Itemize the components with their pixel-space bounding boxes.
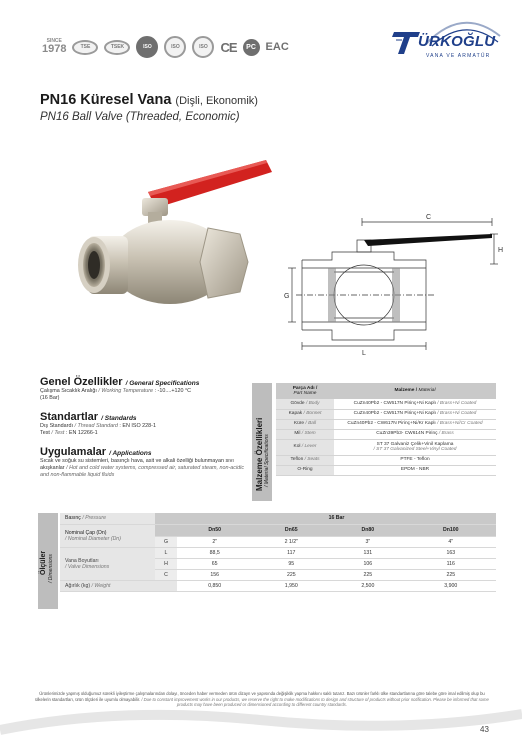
footer-note: [34, 691, 490, 708]
material-cell: [334, 455, 496, 465]
material-name-en: / ST 37 Galvanized Steel+Vinyl Coated: [373, 447, 457, 452]
applications-text: [40, 458, 245, 479]
size-header-row: [60, 524, 496, 536]
general-line1-en: / Working Temperature: [98, 388, 154, 395]
col-material-en: Material: [418, 388, 436, 394]
table-row: [276, 399, 496, 409]
dimensions-side-title: Ölçüler: [40, 550, 47, 575]
general-specs: [40, 376, 245, 402]
applications-heading-en: / Applications: [109, 450, 152, 457]
dimensions-table: [60, 513, 496, 592]
standards-line1-en: / Thread Standard: [74, 423, 118, 430]
dim-value: 88,5: [177, 547, 252, 558]
part-name: Kol: [293, 444, 301, 450]
dim-value: 95: [252, 558, 330, 569]
material-table: [276, 383, 496, 476]
part-name: Mil: [294, 431, 301, 437]
material-specs-panel: [252, 383, 496, 501]
part-name-en: / Body: [305, 401, 320, 407]
table-row: [276, 439, 496, 455]
dim-value: 106: [330, 558, 405, 569]
dim-value: 156: [177, 569, 252, 580]
material-name: PTFE - Teflon: [400, 457, 430, 463]
dimensions-panel: [38, 513, 496, 609]
standards-heading: [40, 411, 245, 423]
general-heading-tr: Genel Özellikler: [40, 376, 123, 388]
applications-heading-tr: Uygulamalar: [40, 446, 107, 458]
dimensions-side-band: [38, 513, 58, 609]
valve-dims-label-tr: Vana Boyutları: [65, 557, 99, 564]
size-header: Dn50: [177, 524, 252, 536]
weight-row: [60, 580, 496, 591]
dim-value: 225: [406, 569, 496, 580]
page-header: [0, 0, 522, 70]
dim-key: L: [155, 547, 177, 558]
table-row: [276, 455, 496, 465]
part-cell: [276, 399, 334, 409]
tse-mark-icon: TSE: [72, 40, 98, 55]
weight-label-en: / Weight: [91, 582, 111, 589]
weight-value: 0,850: [177, 580, 252, 591]
part-cell: [276, 429, 334, 439]
dim-key: H: [155, 558, 177, 569]
dim-key: C: [155, 569, 177, 580]
table-row: [276, 409, 496, 419]
col-material-tr: Malzeme /: [394, 388, 418, 394]
iso-cert-icon: ISO: [136, 36, 158, 58]
size-header: Dn100: [406, 524, 496, 536]
standards-line1-value: : EN ISO 228-1: [119, 423, 156, 430]
part-name: Küre: [293, 421, 305, 427]
product-title: [40, 92, 258, 108]
part-name-en: / Lever: [301, 444, 317, 450]
pc-mark-icon: PC: [243, 39, 260, 56]
table-row: [276, 419, 496, 429]
material-side-title: Malzeme Özellikleri: [255, 417, 264, 491]
dim-value: 131: [330, 547, 405, 558]
page-number: 43: [480, 725, 489, 734]
dim-value: 225: [330, 569, 405, 580]
footer-note-tr: Ürünlerimizde yapmış olduğumuz sürekli iyileştirme çalışmalarından dolayı, önceden haber vermeden ürün dizayn ve yapısında değişiklik yapma hakkını saklı tutarız. Bazı ürünler farklı ülke standartlarına göre: [39, 691, 425, 696]
part-name-en: / Seats: [304, 457, 320, 463]
since-badge: [42, 39, 66, 55]
product-title-main: PN16 Küresel Vana: [40, 92, 172, 108]
standards-line-2: [40, 430, 245, 437]
dim-value: 116: [406, 558, 496, 569]
applications-text-tr: Sıcak ve soğuk su sistemleri, basınçlı hava, asit ve alkali özelliği bulunmayan sıvı akışkanlar: [40, 458, 234, 472]
applications-heading: [40, 446, 245, 458]
label-l: L: [362, 350, 366, 357]
footer-note-en: / Due to constant improvement works in our products, we reserve the right to make modifications to design and structure of products without prior notification. Please be informed that some products may have been produced or dimensioned according to different country standards.: [141, 696, 489, 708]
material-name-en: / Brass+Ni Coated: [437, 401, 477, 407]
ball-valve-photo: [70, 150, 280, 320]
material-cell: [334, 439, 496, 455]
valve-dims-label: [60, 547, 155, 580]
material-name-en: / Brass+Ni/Cr Coated: [437, 421, 483, 427]
part-name-en: / Bonnet: [303, 411, 322, 417]
col-part-name-tr: Parça Adı /: [292, 385, 318, 391]
material-name: CuZn40Pb2 - CW617N Pirinç+Ni/Kr Kaplı: [347, 421, 436, 427]
size-header: Dn80: [330, 524, 405, 536]
material-cell: [334, 399, 496, 409]
general-heading-en: / General Specifications: [125, 380, 200, 387]
brand-name: ÜRKOĞLU: [418, 33, 496, 50]
col-part-name-en: Part Name: [293, 391, 317, 396]
dim-value: 163: [406, 547, 496, 558]
general-line1-value: : -10....+120 °C: [154, 388, 192, 395]
part-name: Teflon: [290, 457, 304, 463]
material-name: CuZn40Pb2 - CW617N Pirinç+Ni Kaplı: [353, 401, 436, 407]
tsek-mark-icon: TSEK: [104, 40, 130, 55]
material-cell: [334, 465, 496, 475]
since-label: SINCE: [46, 38, 62, 44]
dim-value: 225: [252, 569, 330, 580]
eac-mark-icon: EAC: [265, 41, 289, 53]
material-side-title-en: / Material Specifications: [264, 434, 270, 487]
dim-value: 4": [406, 536, 496, 547]
ce-mark-icon: CE: [220, 39, 237, 55]
pressure-row: [60, 513, 496, 524]
label-g: G: [284, 293, 290, 300]
table-row: [276, 465, 496, 475]
part-cell: [276, 409, 334, 419]
iso-cert-icon: ISO: [164, 36, 186, 58]
dim-key: G: [155, 536, 177, 547]
material-side-band: [252, 383, 272, 501]
valve-dims-label-en: / Valve Dimensions: [65, 563, 110, 570]
part-cell: [276, 439, 334, 455]
standards-line2-en: / Test: [51, 430, 65, 437]
nominal-label: [60, 524, 155, 547]
weight-value: 2,500: [330, 580, 405, 591]
applications-section: [40, 446, 245, 479]
general-specs-heading: [40, 376, 245, 388]
size-header: Dn65: [252, 524, 330, 536]
weight-label-tr: Ağırlık (kg): [65, 582, 91, 589]
standards-line1-tr: Dış Standardı: [40, 423, 73, 430]
pressure-value: 16 Bar: [177, 513, 496, 524]
material-cell: [334, 429, 496, 439]
dim-value: 65: [177, 558, 252, 569]
product-title-en: PN16 Ball Valve (Threaded, Economic): [40, 111, 240, 123]
general-line-2: (16 Bar): [40, 395, 60, 402]
material-cell: [334, 409, 496, 419]
weight-label: [60, 580, 177, 591]
standards-section: [40, 411, 245, 437]
pressure-label: [60, 513, 155, 524]
part-cell: [276, 465, 334, 475]
table-row: [60, 547, 496, 558]
material-name: EPDM - NBR: [400, 467, 430, 473]
table-row: [276, 429, 496, 439]
dim-value: 2": [177, 536, 252, 547]
general-line1-tr: Çalışma Sıcaklık Aralığı: [40, 388, 97, 395]
standards-heading-en: / Standards: [101, 415, 137, 422]
standards-line2-tr: Test: [40, 430, 50, 437]
technical-drawing: [272, 212, 502, 357]
part-name: O-Ring: [297, 467, 313, 473]
part-name: Gövde: [290, 401, 305, 407]
brand-tagline: VANA VE ARMATÜR: [426, 53, 491, 59]
iso-cert-icon: ISO: [192, 36, 214, 58]
label-h: H: [498, 247, 504, 254]
product-title-suffix: (Dişli, Ekonomik): [175, 95, 258, 107]
part-cell: [276, 455, 334, 465]
part-name-en: / Ball: [305, 421, 317, 427]
material-name: ST 37 Galvaniz Çelik+Vinil Kaplama: [376, 441, 454, 447]
nominal-label-en: / Nominal Diameter (Dn): [65, 535, 121, 542]
general-line-1: [40, 388, 245, 395]
applications-text-en: / Hot and cold water systems, compressed air, saturated steam, non-acidic and non-flammable liquid fluids: [40, 465, 245, 479]
pressure-label-en: / Pressure: [82, 515, 106, 522]
dimensions-side-title-en: / Dimensions: [48, 554, 54, 583]
material-table-header: [276, 383, 496, 399]
part-name: Kapak: [288, 411, 303, 417]
label-c: C: [426, 214, 432, 221]
material-cell: [334, 419, 496, 429]
dim-value: 117: [252, 547, 330, 558]
material-name-en: / Brass+Ni Coated: [437, 411, 477, 417]
part-cell: [276, 419, 334, 429]
standards-heading-tr: Standartlar: [40, 411, 99, 423]
footer-note-tr-2: talebe göre imal edilmiş olup bu ülkelerin standartları, ürün ölçüleri ile uyumlu olmayabilir.: [35, 691, 485, 702]
standards-line-1: [40, 423, 245, 430]
standards-line2-value: : EN 12266-1: [65, 430, 98, 437]
dim-value: 2 1/2": [252, 536, 330, 547]
brand-logo: [392, 14, 504, 64]
dim-value: 3": [330, 536, 405, 547]
pressure-label-tr: Basınç: [65, 515, 81, 522]
part-name-en: / Stem: [301, 431, 316, 437]
material-name: CuZn40Pb2 - CW617N Pirinç+Ni Kaplı: [353, 411, 436, 417]
certification-strip: [42, 34, 289, 60]
col-material: [334, 383, 496, 399]
weight-value: 1,950: [252, 580, 330, 591]
material-name-en: / Brass: [438, 431, 454, 437]
nominal-label-tr: Nominal Çap (Dn): [65, 529, 107, 536]
size-sub-cell: [155, 524, 177, 536]
col-part-name: [276, 383, 334, 399]
since-year: 1978: [42, 43, 67, 55]
material-name: CuZn39Pb3- CW614N Pirinç: [376, 431, 438, 437]
pressure-sub-cell: [155, 513, 177, 524]
weight-value: 3,900: [406, 580, 496, 591]
